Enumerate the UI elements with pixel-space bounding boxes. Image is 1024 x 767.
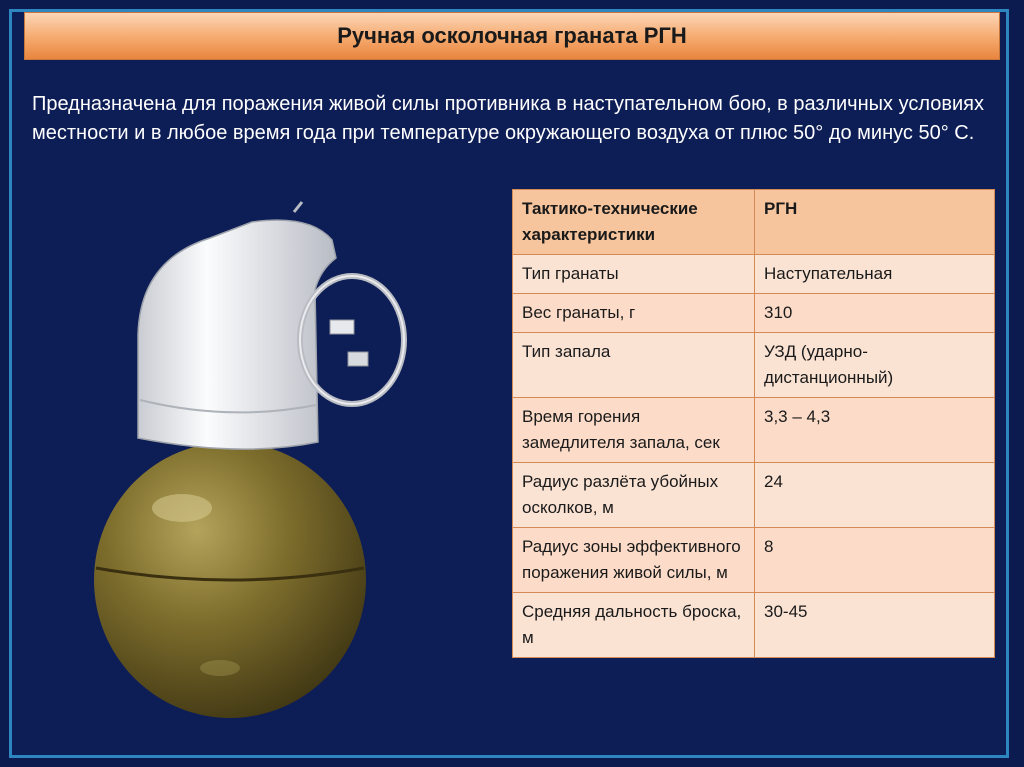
spec-label: Радиус зоны эффективного поражения живой силы, м (513, 528, 755, 593)
spec-label: Время горения замедлителя запала, сек (513, 398, 755, 463)
spec-label: Тип гранаты (513, 255, 755, 294)
table-row (513, 463, 995, 528)
table-header-cell: Тактико-технические характеристики (513, 190, 755, 255)
table-header-row (513, 190, 995, 255)
fuze-body (138, 220, 336, 449)
table-row (513, 593, 995, 658)
title-bar (24, 12, 1000, 60)
spec-value: 3,3 – 4,3 (755, 398, 995, 463)
table-row (513, 333, 995, 398)
page-title: Ручная осколочная граната РГН (337, 23, 687, 48)
table-row (513, 255, 995, 294)
spec-label: Радиус разлёта убойных осколков, м (513, 463, 755, 528)
table-row (513, 528, 995, 593)
specs-table (512, 189, 995, 658)
spec-value: 30-45 (755, 593, 995, 658)
spec-value: 8 (755, 528, 995, 593)
spec-value: Наступательная (755, 255, 995, 294)
spec-value: 24 (755, 463, 995, 528)
spec-value: 310 (755, 294, 995, 333)
table-row (513, 398, 995, 463)
spec-label: Вес гранаты, г (513, 294, 755, 333)
spec-label: Тип запала (513, 333, 755, 398)
table-row (513, 294, 995, 333)
table-header-cell: РГН (755, 190, 995, 255)
intro-text: Предназначена для поражения живой силы противника в наступательном бою, в различных условиях местности и в любое время года при температуре окружающего воздуха от плюс 50° до минус 50° С. (32, 93, 984, 144)
grenade-photo (70, 200, 450, 740)
spec-value: УЗД (ударно-дистанционный) (755, 333, 995, 398)
spec-label: Средняя дальность броска, м (513, 593, 755, 658)
